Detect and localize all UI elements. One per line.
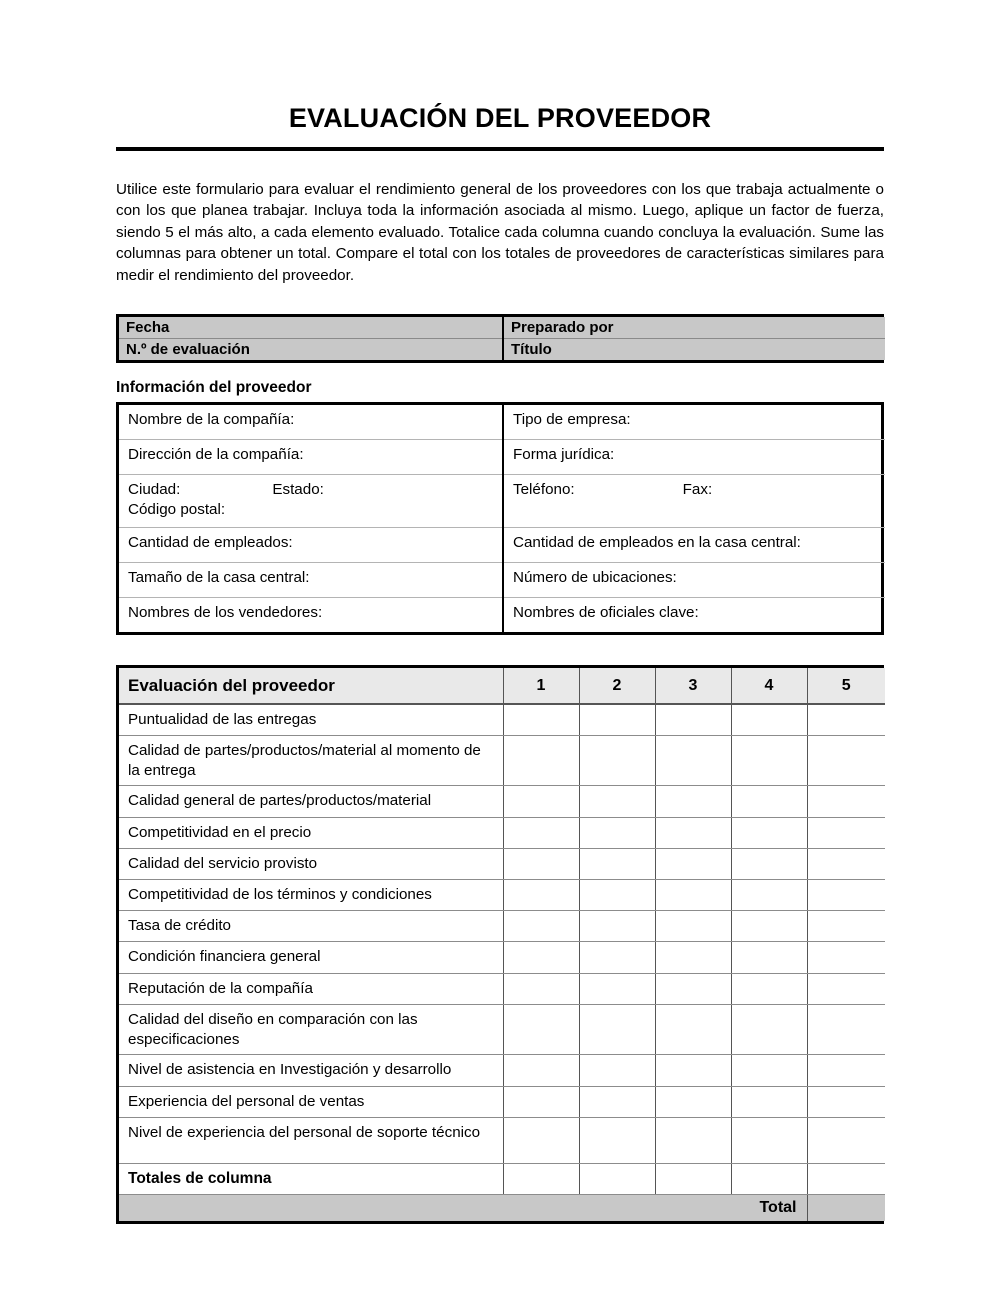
criterion-label: Reputación de la compañía [119,973,503,1004]
score-cell-4[interactable] [731,786,807,817]
score-cell-3[interactable] [655,735,731,785]
score-cell-3[interactable] [655,817,731,848]
score-cell-5[interactable] [807,880,885,911]
table-row [119,973,885,1004]
score-cell-3[interactable] [655,880,731,911]
score-cell-1[interactable] [503,848,579,879]
table-row [119,597,885,632]
score-cell-3[interactable] [655,848,731,879]
field-tamano-casa-central[interactable] [119,562,503,597]
score-cell-5[interactable] [807,942,885,973]
score-cell-2[interactable] [579,942,655,973]
field-label: Cantidad de empleados en la casa central: [513,533,801,551]
score-cell-4[interactable] [731,973,807,1004]
criterion-label: Puntualidad de las entregas [119,704,503,736]
score-cell-5[interactable] [807,1055,885,1086]
table-row [119,786,885,817]
rating-column-header-1: 1 [503,668,579,704]
field-cantidad-empleados[interactable] [119,527,503,562]
score-cell-1[interactable] [503,1055,579,1086]
field-forma-juridica[interactable] [503,439,885,474]
score-cell-2[interactable] [579,1086,655,1117]
score-cell-4[interactable] [731,942,807,973]
field-label-telefono: Teléfono: [513,480,575,498]
score-cell-4[interactable] [731,1086,807,1117]
criterion-label: Calidad del servicio provisto [119,848,503,879]
criterion-label: Calidad de partes/productos/material al momento de la entrega [119,735,503,785]
score-cell-1[interactable] [503,1086,579,1117]
table-row [119,704,885,736]
evaluation-table-container [116,665,884,1225]
field-label: Forma jurídica: [513,445,615,463]
score-cell-3[interactable] [655,942,731,973]
column-total-cell-5[interactable] [807,1163,885,1195]
score-cell-4[interactable] [731,880,807,911]
meta-cell-titulo[interactable]: Título [503,338,885,360]
field-label: Nombre de la compañía: [128,410,295,428]
column-totals-label: Totales de columna [119,1163,503,1195]
meta-cell-numero-evaluacion[interactable]: N.º de evaluación [119,338,503,360]
field-cantidad-empleados-casa-central[interactable] [503,527,885,562]
table-row [119,1055,885,1086]
field-label: Número de ubicaciones: [513,568,677,586]
field-label: Dirección de la compañía: [128,445,304,463]
criterion-label: Nivel de experiencia del personal de soporte técnico [119,1117,503,1163]
score-cell-3[interactable] [655,1117,731,1163]
supplier-info-table-container [116,402,884,635]
rating-column-header-5: 5 [807,668,885,704]
grand-total-row [119,1195,885,1222]
score-cell-1[interactable] [503,1117,579,1163]
meta-table [119,317,885,360]
table-row [119,1004,885,1054]
score-cell-3[interactable] [655,1086,731,1117]
table-row [119,817,885,848]
table-row [119,317,885,339]
intro-paragraph: Utilice este formulario para evaluar el rendimiento general de los proveedores con los que trabaja actualmente o con los que planea trabajar. Incluya toda la información asociada al mismo. Luego, aplique un factor de fuerza, siendo 5 el más alto, a cada elemento evaluado. Totalice cada columna cuando concluya la evaluación. Sume las columnas para obtener un total. Compare el total con los totales de proveedores de características similares para medir el rendimiento del proveedor. [116,180,884,284]
criterion-label: Condición financiera general [119,942,503,973]
field-label-estado: Estado: [272,480,324,498]
score-cell-4[interactable] [731,817,807,848]
score-cell-4[interactable] [731,1055,807,1086]
score-cell-4[interactable] [731,704,807,736]
field-label-codigo-postal: Código postal: [128,500,226,518]
score-cell-2[interactable] [579,1117,655,1163]
table-row [119,880,885,911]
score-cell-3[interactable] [655,1004,731,1054]
score-cell-5[interactable] [807,911,885,942]
field-label: Nombres de los vendedores: [128,603,323,621]
field-label: Tipo de empresa: [513,410,631,428]
field-label: Cantidad de empleados: [128,533,293,551]
score-cell-3[interactable] [655,1055,731,1086]
score-cell-1[interactable] [503,735,579,785]
score-cell-2[interactable] [579,911,655,942]
table-row-column-totals [119,1163,885,1195]
grand-total-label: Total [119,1195,807,1222]
criterion-label: Experiencia del personal de ventas [119,1086,503,1117]
score-cell-2[interactable] [579,704,655,736]
score-cell-1[interactable] [503,973,579,1004]
criterion-label: Nivel de asistencia en Investigación y desarrollo [119,1055,503,1086]
table-row [119,735,885,785]
table-row [119,474,885,527]
rating-column-header-4: 4 [731,668,807,704]
rating-column-header-3: 3 [655,668,731,704]
score-cell-5[interactable] [807,1117,885,1163]
score-cell-1[interactable] [503,880,579,911]
score-cell-5[interactable] [807,1004,885,1054]
score-cell-5[interactable] [807,848,885,879]
field-telefono-fax[interactable] [503,474,885,527]
field-numero-ubicaciones[interactable] [503,562,885,597]
table-row [119,848,885,879]
score-cell-2[interactable] [579,735,655,785]
supplier-info-table [119,405,885,632]
criterion-label: Calidad general de partes/productos/material [119,786,503,817]
criterion-label: Competitividad en el precio [119,817,503,848]
score-cell-2[interactable] [579,786,655,817]
score-cell-2[interactable] [579,1055,655,1086]
rating-column-header-2: 2 [579,668,655,704]
field-label: Nombres de oficiales clave: [513,603,699,621]
meta-cell-fecha[interactable]: Fecha [119,317,503,339]
field-ciudad-estado-codigo-postal[interactable] [119,474,503,527]
score-cell-1[interactable] [503,786,579,817]
meta-cell-preparado-por[interactable]: Preparado por [503,317,885,339]
field-label-ciudad: Ciudad: [128,480,181,498]
column-total-cell-4[interactable] [731,1163,807,1195]
column-total-cell-1[interactable] [503,1163,579,1195]
field-nombres-vendedores[interactable] [119,597,503,632]
field-label-fax: Fax: [682,480,713,498]
score-cell-3[interactable] [655,786,731,817]
table-row [119,338,885,360]
score-cell-5[interactable] [807,704,885,736]
column-total-cell-3[interactable] [655,1163,731,1195]
score-cell-5[interactable] [807,735,885,785]
evaluation-header-label: Evaluación del proveedor [119,668,503,704]
meta-table-container [116,314,884,363]
score-cell-4[interactable] [731,1004,807,1054]
score-cell-1[interactable] [503,704,579,736]
criterion-label: Calidad del diseño en comparación con las especificaciones [119,1004,503,1054]
field-nombres-oficiales-clave[interactable] [503,597,885,632]
table-row [119,1117,885,1163]
score-cell-1[interactable] [503,817,579,848]
criterion-label: Tasa de crédito [119,911,503,942]
column-total-cell-2[interactable] [579,1163,655,1195]
score-cell-1[interactable] [503,942,579,973]
table-row [119,405,885,440]
score-cell-2[interactable] [579,973,655,1004]
field-nombre-compania[interactable] [119,405,503,440]
score-cell-5[interactable] [807,973,885,1004]
score-cell-2[interactable] [579,848,655,879]
score-cell-4[interactable] [731,911,807,942]
field-tipo-empresa[interactable] [503,405,885,440]
score-cell-1[interactable] [503,911,579,942]
evaluation-table [119,668,885,1222]
field-direccion-compania[interactable] [119,439,503,474]
score-cell-1[interactable] [503,1004,579,1054]
supplier-info-heading: Información del proveedor [116,378,312,396]
table-row [119,942,885,973]
table-row [119,527,885,562]
score-cell-2[interactable] [579,1004,655,1054]
score-cell-5[interactable] [807,1086,885,1117]
score-cell-5[interactable] [807,817,885,848]
table-row [119,911,885,942]
field-label: Tamaño de la casa central: [128,568,310,586]
score-cell-3[interactable] [655,704,731,736]
criterion-label: Competitividad de los términos y condiciones [119,880,503,911]
score-cell-4[interactable] [731,1117,807,1163]
grand-total-value-cell[interactable] [807,1195,885,1222]
score-cell-2[interactable] [579,817,655,848]
evaluation-header-row [119,668,885,704]
score-cell-5[interactable] [807,786,885,817]
page-title: EVALUACIÓN DEL PROVEEDOR [288,103,712,133]
score-cell-3[interactable] [655,911,731,942]
table-row [119,1086,885,1117]
score-cell-2[interactable] [579,880,655,911]
score-cell-4[interactable] [731,735,807,785]
score-cell-4[interactable] [731,848,807,879]
table-row [119,439,885,474]
score-cell-3[interactable] [655,973,731,1004]
table-row [119,562,885,597]
